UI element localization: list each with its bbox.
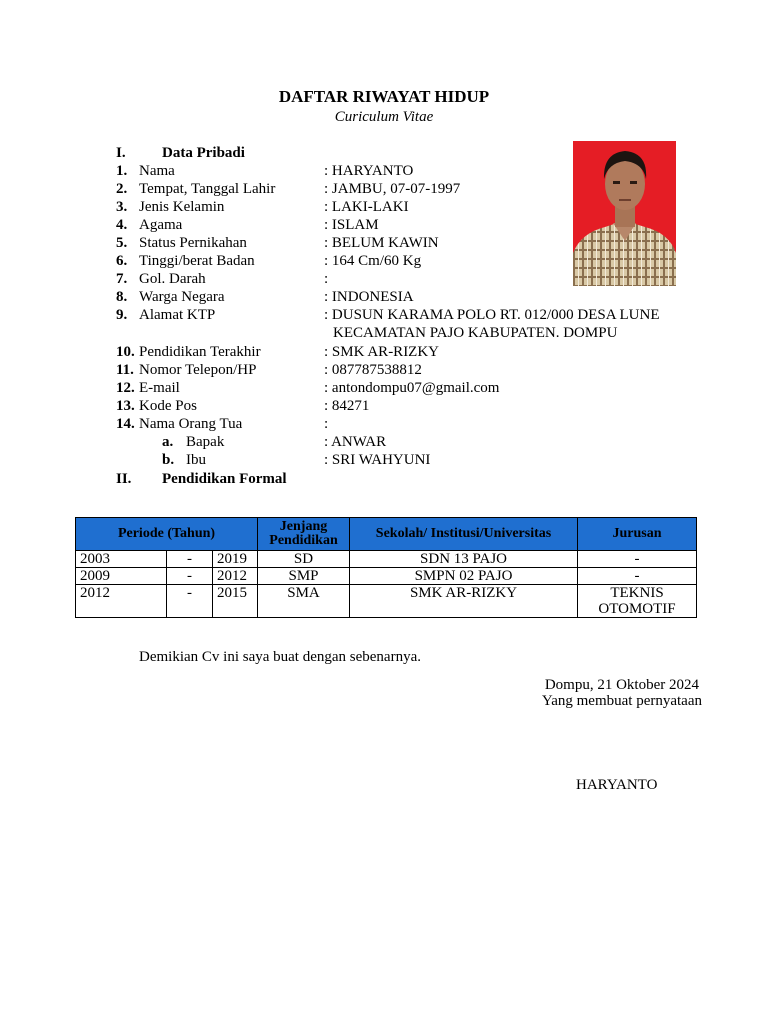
field-label: Ibu: [186, 452, 206, 468]
field-label: Tempat, Tanggal Lahir: [139, 181, 276, 197]
document-subtitle: Curiculum Vitae: [334, 109, 434, 125]
field-value: :: [324, 271, 329, 287]
field-value: : 087787538812: [324, 362, 422, 378]
field-label: Nomor Telepon/HP: [139, 362, 257, 378]
field-value: : ANWAR: [324, 434, 387, 450]
field-label: Alamat KTP: [139, 307, 216, 323]
table-header-row: [76, 518, 697, 551]
cell-level: SMP: [258, 568, 350, 585]
field-label: Jenis Kelamin: [139, 199, 225, 215]
field-value: : 84271: [324, 398, 370, 414]
cell-school: SMK AR-RIZKY: [350, 585, 578, 618]
cell-school: SDN 13 PAJO: [350, 551, 578, 568]
field-value: : DUSUN KARAMA POLO RT. 012/000 DESA LUNE: [324, 307, 660, 323]
section-number: I.: [116, 145, 126, 161]
field-label: Status Pernikahan: [139, 235, 247, 251]
column-header-school: Sekolah/ Institusi/Universitas: [350, 518, 578, 551]
cell-level: SMA: [258, 585, 350, 618]
signer-name: HARYANTO: [576, 777, 658, 793]
field-number: 10.: [116, 344, 135, 360]
field-label: Warga Negara: [139, 289, 225, 305]
field-label: Bapak: [186, 434, 225, 450]
cell-separator: -: [167, 551, 213, 568]
column-header-major: Jurusan: [578, 518, 697, 551]
document-title: DAFTAR RIWAYAT HIDUP: [278, 87, 490, 106]
section-title: Data Pribadi: [162, 145, 245, 161]
cell-school: SMPN 02 PAJO: [350, 568, 578, 585]
cell-level: SD: [258, 551, 350, 568]
header-level-line1: Jenjang: [279, 519, 328, 534]
education-table: [75, 517, 697, 618]
cell-separator: -: [167, 568, 213, 585]
field-value: :: [324, 416, 329, 432]
field-number: 2.: [116, 181, 128, 197]
field-value: : SRI WAHYUNI: [324, 452, 431, 468]
cell-end-year: 2019: [213, 551, 258, 568]
column-header-level: [258, 518, 350, 551]
field-number: 1.: [116, 163, 128, 179]
person-portrait-icon: [573, 141, 676, 286]
field-value: : HARYANTO: [324, 163, 414, 179]
field-value: : INDONESIA: [324, 289, 414, 305]
table-row: [76, 568, 697, 585]
cell-start-year: 2009: [76, 568, 167, 585]
field-value: : antondompu07@gmail.com: [324, 380, 500, 396]
field-label: Nama Orang Tua: [139, 416, 243, 432]
field-label: Gol. Darah: [139, 271, 206, 287]
maker-label: Yang membuat pernyataan: [541, 693, 702, 709]
cell-end-year: 2015: [213, 585, 258, 618]
field-label: Agama: [139, 217, 183, 233]
header-level-line2: Pendidikan: [269, 533, 338, 548]
table-row: [76, 551, 697, 568]
major-line1: TEKNIS: [610, 585, 664, 601]
field-label: Tinggi/berat Badan: [139, 253, 255, 269]
place-date: Dompu, 21 Oktober 2024: [544, 677, 699, 693]
field-number: 9.: [116, 307, 128, 323]
field-value: : BELUM KAWIN: [324, 235, 439, 251]
cell-start-year: 2003: [76, 551, 167, 568]
table-row: [76, 585, 697, 618]
cell-major: -: [578, 551, 697, 568]
field-number: b.: [162, 452, 175, 468]
field-number: 13.: [116, 398, 135, 414]
field-label: Pendidikan Terakhir: [139, 344, 261, 360]
profile-photo: [573, 141, 676, 286]
field-number: 6.: [116, 253, 128, 269]
field-number: 11.: [116, 362, 134, 378]
field-value: : LAKI-LAKI: [324, 199, 409, 215]
field-number: 14.: [116, 416, 135, 432]
cell-end-year: 2012: [213, 568, 258, 585]
closing-statement: Demikian Cv ini saya buat dengan sebenarnya.: [139, 649, 421, 665]
field-number: 8.: [116, 289, 128, 305]
field-label: E-mail: [139, 380, 180, 396]
field-value: : ISLAM: [324, 217, 379, 233]
field-number: 3.: [116, 199, 128, 215]
field-value: : SMK AR-RIZKY: [324, 344, 440, 360]
field-number: 4.: [116, 217, 128, 233]
section-number: II.: [116, 471, 132, 487]
field-value-line2: KECAMATAN PAJO KABUPATEN. DOMPU: [333, 325, 618, 341]
cell-separator: -: [167, 585, 213, 618]
field-number: a.: [162, 434, 174, 450]
column-header-period: Periode (Tahun): [76, 518, 258, 551]
field-label: Nama: [139, 163, 175, 179]
field-value: : 164 Cm/60 Kg: [324, 253, 422, 269]
cell-major: [578, 585, 697, 618]
field-number: 7.: [116, 271, 128, 287]
major-line2: OTOMOTIF: [598, 601, 676, 617]
field-number: 5.: [116, 235, 128, 251]
cell-start-year: 2012: [76, 585, 167, 618]
field-number: 12.: [116, 380, 135, 396]
field-value: : JAMBU, 07-07-1997: [324, 181, 461, 197]
field-label: Kode Pos: [139, 398, 197, 414]
cell-major: -: [578, 568, 697, 585]
section-title: Pendidikan Formal: [162, 471, 287, 487]
